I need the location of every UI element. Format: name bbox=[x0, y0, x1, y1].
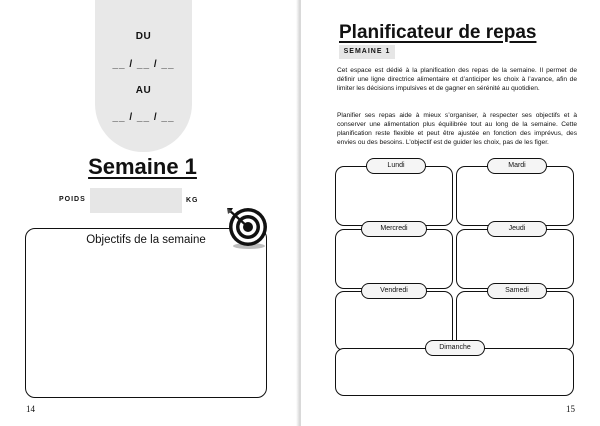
day-label-lundi: Lundi bbox=[366, 158, 426, 174]
day-label-vendredi: Vendredi bbox=[361, 283, 427, 299]
date-from-field[interactable]: __ / __ / __ bbox=[112, 59, 175, 70]
day-label-mardi: Mardi bbox=[487, 158, 547, 174]
week-title: Semaine 1 bbox=[88, 154, 197, 179]
weight-unit-label: KG bbox=[186, 197, 199, 204]
date-to-field[interactable]: __ / __ / __ bbox=[112, 112, 175, 123]
day-label-jeudi: Jeudi bbox=[487, 221, 547, 237]
day-label-dimanche: Dimanche bbox=[425, 340, 485, 356]
right-page bbox=[301, 0, 600, 426]
meal-planner-title: Planificateur de repas bbox=[339, 22, 537, 43]
intro-paragraph-1: Cet espace est dédié à la planification des repas de la semaine. Il permet de définir une ligne directrice alimentaire et d’anticiper les choix à l’avance, afin de limiter les décisions impulsives et de gagner en sérénité au quotidien. bbox=[337, 67, 577, 92]
page-number-right: 15 bbox=[566, 404, 575, 414]
target-dart-icon bbox=[223, 202, 271, 250]
date-from-label: DU bbox=[135, 31, 152, 42]
intro-paragraph-2: Planifier ses repas aide à mieux s’organiser, à respecter ses objectifs et à conserver une alimentation plus équilibrée tout au long de la semaine. Cette planification reste flexible et peut être ajustée en fonction des imprévus, des envies ou des besoins. L’objectif est de guider les choix, pas de les figer. bbox=[337, 112, 577, 146]
meal-box-mercredi[interactable] bbox=[335, 229, 453, 289]
weight-input-box[interactable] bbox=[90, 188, 182, 213]
objectives-title: Objectifs de la semaine bbox=[86, 234, 206, 246]
date-to-label: AU bbox=[135, 85, 152, 96]
week-badge: SEMAINE 1 bbox=[339, 45, 395, 59]
left-page bbox=[0, 0, 299, 426]
day-label-mercredi: Mercredi bbox=[361, 221, 427, 237]
meal-box-lundi[interactable] bbox=[335, 166, 453, 226]
weight-label: POIDS bbox=[59, 196, 86, 203]
page-number-left: 14 bbox=[26, 404, 35, 414]
objectives-box[interactable] bbox=[25, 228, 267, 398]
date-range-tab bbox=[95, 0, 192, 152]
day-label-samedi: Samedi bbox=[487, 283, 547, 299]
meal-box-mardi[interactable] bbox=[456, 166, 574, 226]
meal-box-jeudi[interactable] bbox=[456, 229, 574, 289]
